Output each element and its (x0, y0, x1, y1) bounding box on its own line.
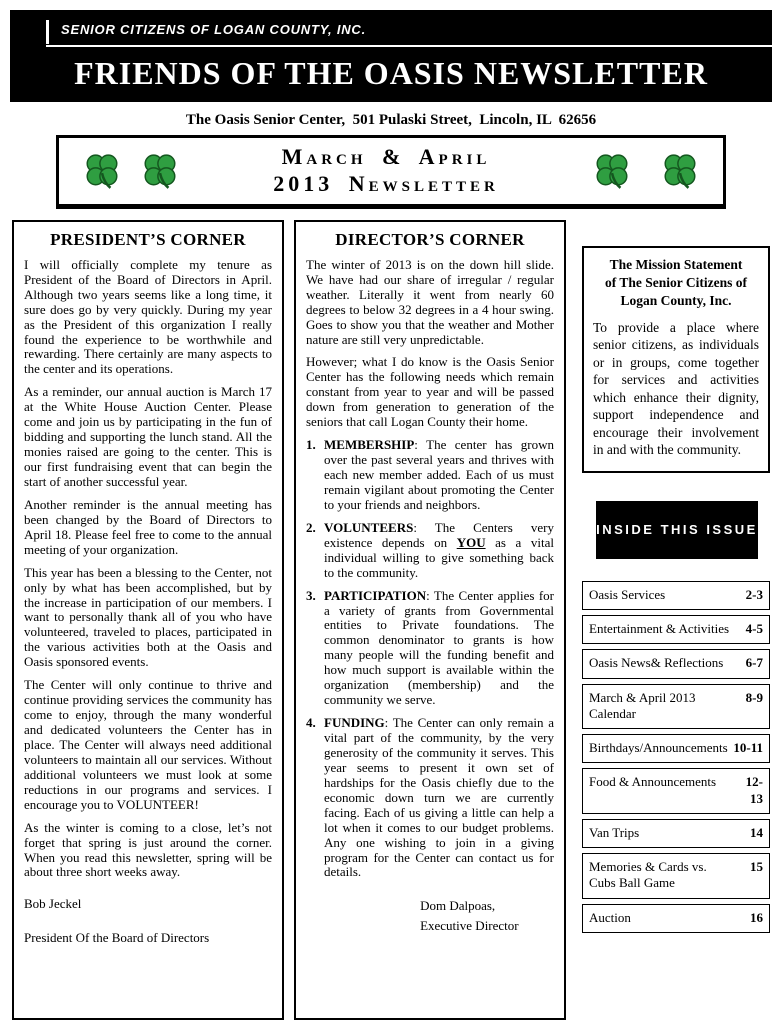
list-emphasis: YOU (456, 534, 486, 550)
newsletter-title: FRIENDS OF THE OASIS NEWSLETTER (74, 55, 708, 91)
shamrock-icon (593, 152, 631, 190)
shamrock-group-left (83, 152, 179, 190)
toc-row (582, 904, 770, 933)
masthead-rule (46, 45, 772, 47)
shamrock-icon (661, 152, 699, 190)
director-list-item (306, 438, 554, 513)
toc-label: Food & Announcements (589, 774, 717, 790)
list-body: : The center has grown over the past several years and thrives with each new member added. Each of us must remain vigilant about promoting the Center to your friends and neighbors. (324, 437, 554, 512)
presidents-corner-section (12, 220, 284, 1020)
list-term: VOLUNTEERS (324, 519, 414, 535)
toc-label: Memories & Cards vs. Cubs Ball Game (589, 859, 707, 891)
right-column (576, 220, 770, 938)
president-paragraph: The Center will only continue to thrive and continue providing services the community has come to enjoy, through the many wonderful and dedicated volunteers the Center has in place. The Center will always need additional volunteers to maintain all our services. Without additional volunteers we must look at some reductions in our programs and services. I encourage you to VOLUNTEER! (24, 677, 272, 812)
toc-page: 14 (750, 824, 763, 840)
inside-this-issue-title: INSIDE THIS ISSUE (596, 522, 758, 538)
toc-row (582, 768, 770, 814)
list-number: 1. (306, 437, 316, 453)
mission-statement-box (582, 246, 770, 473)
list-term: FUNDING (324, 715, 385, 731)
mission-title-line2: of The Senior Citizens of Logan County, Inc. (604, 275, 747, 309)
president-paragraph: This year has been a blessing to the Center, not only by what has been accomplished, but by the increase in participation of our members. I want to personally thank all of you who have volunteered, traveled to places, participated in the various activities both at the Oasis and Oasis sponsored events. (24, 564, 272, 670)
org-name: SENIOR CITIZENS OF LOGAN COUNTY, INC. (61, 22, 367, 37)
issue-banner (56, 135, 726, 209)
issue-title-line2: 2013 Newsletter (273, 171, 499, 197)
toc-row (582, 615, 770, 644)
list-term: PARTICIPATION (324, 587, 427, 603)
director-list-item (306, 589, 554, 709)
toc-row (582, 649, 770, 678)
director-paragraph: The winter of 2013 is on the down hill slide. We have had our share of irregular / regular weather. Literally it went from nearly 60 degrees to below 32 degrees in a 4 hour swing. Goes to show you that the weather and Mother nature are still very unpredictable. (306, 256, 554, 347)
toc-label: Birthdays/Announcements (589, 740, 728, 756)
director-paragraph: However; what I do know is the Oasis Senior Center has the following needs which remain constant from year to year and will be passed down from generation to generation of the seniors that call Logan County their home. (306, 354, 554, 430)
director-list-item (306, 521, 554, 581)
toc-page: 15 (750, 859, 763, 875)
list-text (324, 589, 554, 709)
toc-row (582, 684, 770, 730)
president-signature: Bob Jeckel (24, 896, 82, 912)
toc-page: 4-5 (745, 621, 763, 637)
toc-label: Auction (589, 909, 631, 925)
toc-label: Oasis Services (589, 586, 666, 602)
list-body: : The Center applies for a variety of grants from Governmental entities to Private foundations. The common denominator to grants is how many people will the funding benefit and how much support is available within the organization (membership) and the community we serve. (324, 587, 554, 708)
list-text (324, 716, 554, 880)
mission-title-line1: The Mission Statement (609, 256, 743, 272)
director-signature-title: Executive Director (420, 917, 519, 933)
president-signature-title: President Of the Board of Directors (24, 930, 210, 946)
toc-row (582, 853, 770, 899)
directors-corner-section (294, 220, 566, 1020)
shamrock-group-right (593, 152, 699, 190)
toc-page: 10-11 (733, 740, 763, 756)
toc-page: 6-7 (745, 655, 763, 671)
toc-page: 2-3 (745, 586, 763, 602)
president-paragraph: I will officially complete my tenure as President of the Board of Directors in April. Although two years seems like a long time, it sure does go by very quickly. During my year as the President of this organization I really found the experience to be worthwhile and rewarding. There certainly are many aspects to the center and its operations. (24, 256, 272, 377)
toc-label: Oasis News& Reflections (589, 655, 724, 671)
list-term: MEMBERSHIP (324, 437, 415, 453)
president-paragraph: As the winter is coming to a close, let’s not forget that spring is just around the corner. When you read this newsletter, spring will be about three short weeks away. (24, 819, 272, 880)
toc-page: 16 (750, 909, 763, 925)
toc-row (582, 581, 770, 610)
list-body: : The Center can only remain a vital part of the community, by the very generosity of the community it serves. This year seems to present it own set of hardships for the Oasis chiefly due to the economic down turn we are currently facing. Each of us giving a little can help a lot when it comes to our budget problems. Any one wishing to join in a giving program for the Center can contact us for details. (324, 715, 554, 880)
president-paragraph: As a reminder, our annual auction is March 17 at the White House Auction Center. Please come and join us by participating in the fun of bidding and supporting the lunch stand. All the monies raised are going to the center. This is our first fundraising event that can begin the start of another successful year. (24, 384, 272, 489)
director-signature: Dom Dalpoas, (420, 898, 496, 914)
presidents-corner-title: PRESIDENT’S CORNER (50, 229, 246, 249)
toc-row (582, 819, 770, 848)
toc-label: Van Trips (589, 824, 640, 840)
president-paragraph: Another reminder is the annual meeting has been changed by the Board of Directors to April 18. Please feel free to come to the annual meeting of your organization. (24, 496, 272, 557)
toc-row (582, 734, 770, 763)
shamrock-icon (83, 152, 121, 190)
toc-page: 12-13 (745, 774, 763, 806)
directors-corner-title: DIRECTOR’S CORNER (335, 229, 525, 249)
list-text (324, 438, 554, 513)
masthead (10, 10, 772, 102)
toc-page: 8-9 (745, 689, 763, 705)
toc-label: March & April 2013 Calendar (589, 689, 696, 721)
address-line: The Oasis Senior Center, 501 Pulaski Street, Lincoln, IL 62656 (185, 112, 597, 129)
issue-title-line1: March & April (281, 144, 491, 170)
list-number: 3. (306, 587, 316, 603)
shamrock-icon (141, 152, 179, 190)
director-signature-block (420, 896, 554, 935)
director-list-item (306, 716, 554, 880)
table-of-contents (582, 581, 770, 933)
org-banner (46, 20, 758, 44)
issue-title (179, 144, 593, 198)
list-number: 2. (306, 519, 316, 535)
inside-this-issue-header (596, 501, 758, 559)
list-number: 4. (306, 715, 316, 731)
list-text (324, 521, 554, 581)
toc-label: Entertainment & Activities (589, 621, 730, 637)
mission-body: To provide a place where senior citizens, as individuals or in groups, come together for services and activities which enhance their dignity, support independence and encourage their involvement in and with the community. (593, 319, 759, 458)
list-body-post: as a vital individual willing to give something back to the community. (324, 534, 554, 580)
list-body: : The Centers very existence depends on (324, 519, 554, 550)
main-columns (12, 220, 770, 1020)
